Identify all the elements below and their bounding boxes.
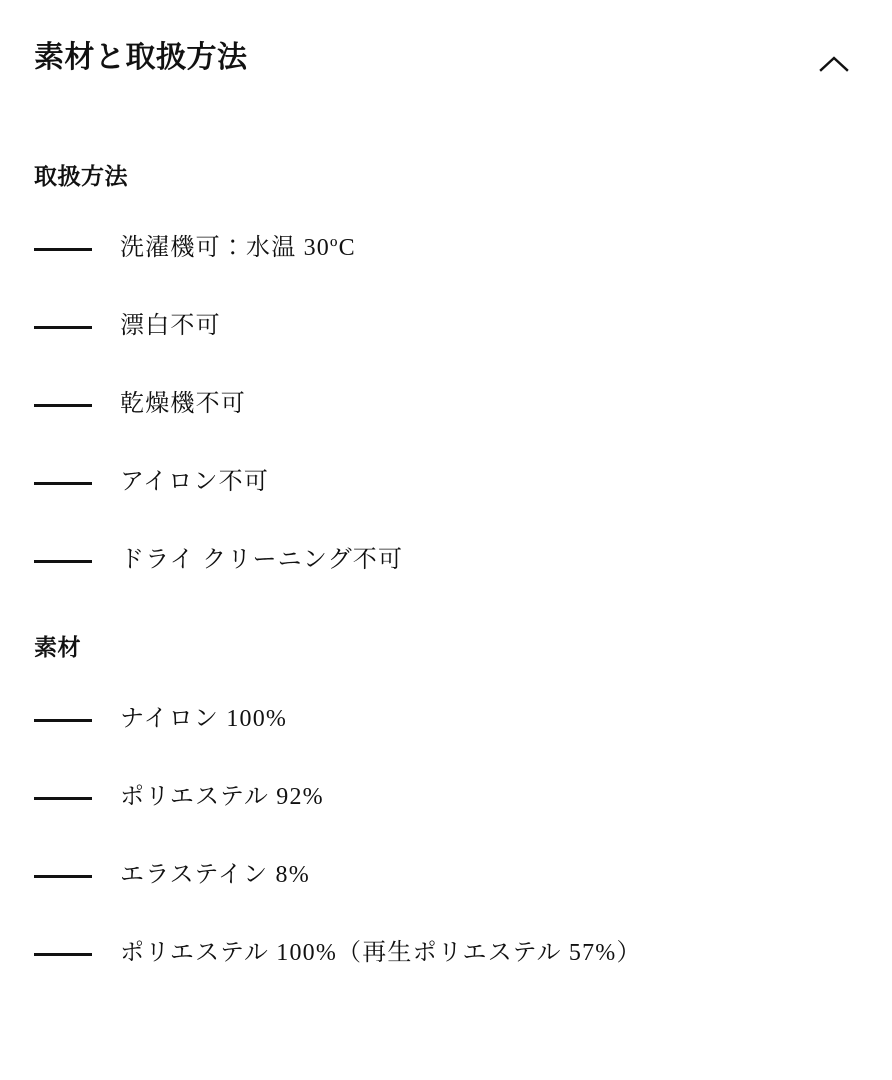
dash-icon: [34, 326, 92, 329]
dash-icon: [34, 719, 92, 722]
care-item-label: 乾燥機不可: [120, 391, 246, 418]
list-item: [34, 740, 858, 818]
care-item-label: アイロン不可: [120, 469, 270, 496]
list-item: [34, 896, 858, 974]
care-section-heading: 取扱方法: [34, 164, 128, 189]
dash-icon: [34, 953, 92, 956]
list-item: [34, 269, 858, 347]
material-section-heading: 素材: [34, 635, 81, 660]
material-section: [34, 581, 858, 974]
list-item: [34, 425, 858, 503]
care-section: [34, 86, 858, 581]
material-item-label: ナイロン 100%: [120, 706, 288, 733]
list-item: [34, 503, 858, 581]
material-item-label: ポリエステル 100%（再生ポリエステル 57%）: [120, 940, 642, 967]
care-item-label: ドライ クリーニング不可: [120, 547, 404, 574]
material-item-label: エラステイン 8%: [120, 862, 310, 889]
panel-header[interactable]: [34, 0, 858, 86]
material-item-label: ポリエステル 92%: [120, 784, 324, 811]
chevron-up-glyph: [819, 55, 849, 73]
care-item-label: 漂白不可: [120, 313, 221, 340]
list-item: [34, 818, 858, 896]
dash-icon: [34, 248, 92, 251]
list-item: [34, 191, 858, 269]
dash-icon: [34, 875, 92, 878]
page-title: 素材と取扱方法: [34, 41, 248, 74]
chevron-up-icon[interactable]: [812, 42, 856, 86]
dash-icon: [34, 797, 92, 800]
list-item: [34, 662, 858, 740]
care-item-list: [34, 191, 858, 581]
dash-icon: [34, 482, 92, 485]
care-item-label: 洗濯機可：水温 30ºC: [120, 235, 356, 262]
dash-icon: [34, 404, 92, 407]
dash-icon: [34, 560, 92, 563]
list-item: [34, 347, 858, 425]
material-item-list: [34, 662, 858, 974]
